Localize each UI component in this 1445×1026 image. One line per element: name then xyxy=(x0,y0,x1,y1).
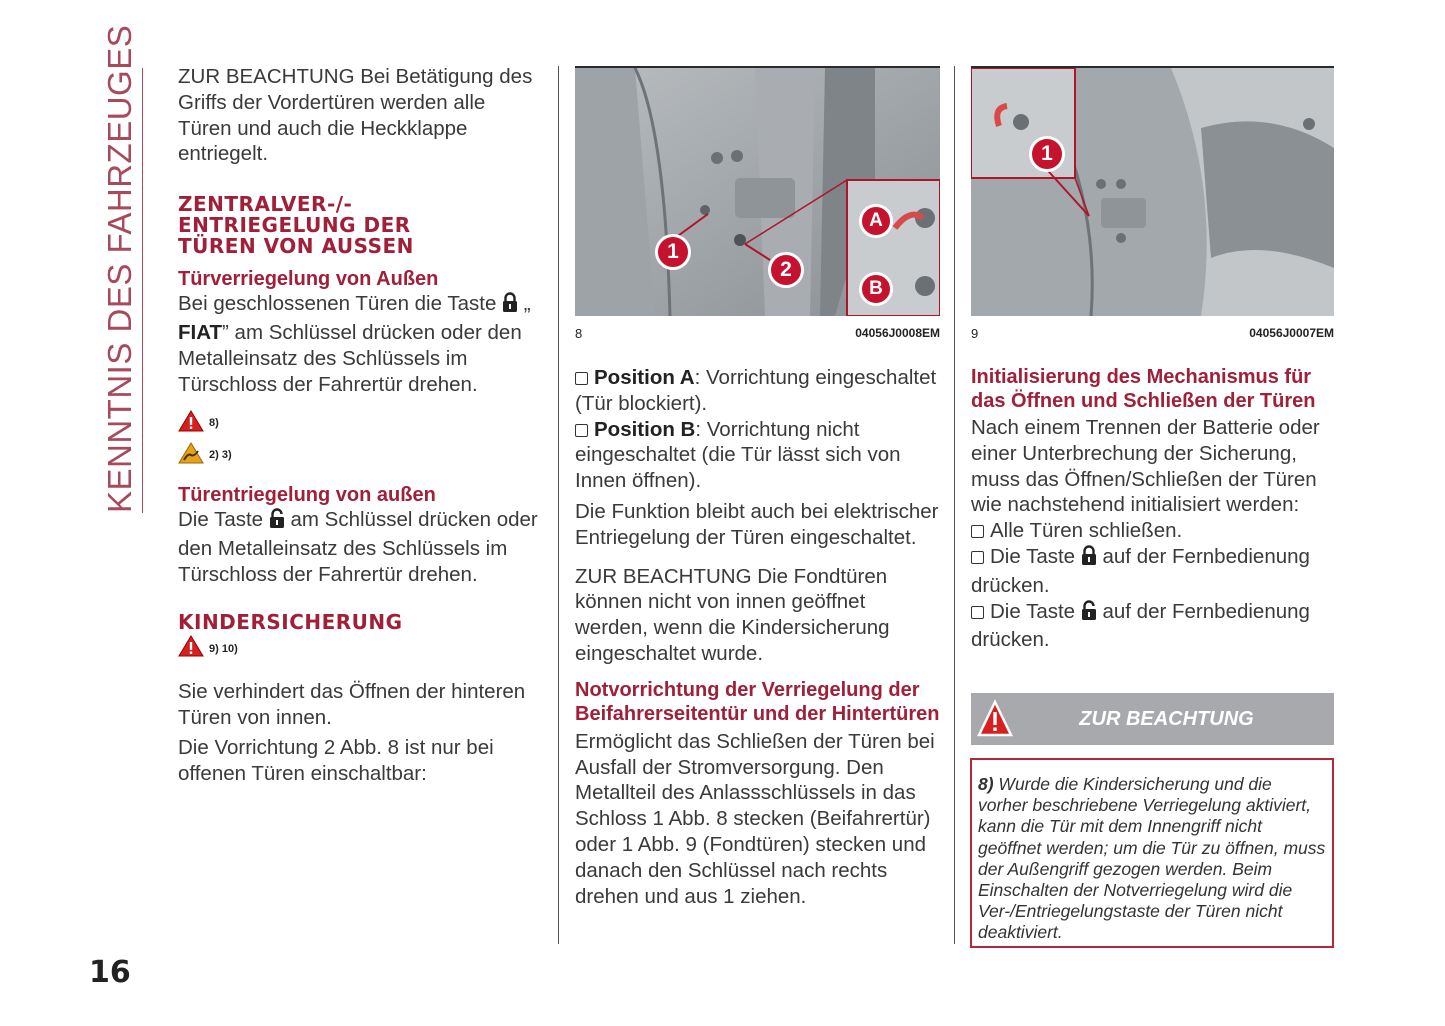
text-span: „ xyxy=(518,292,531,316)
heading-line: ZENTRALVER-/- xyxy=(178,192,353,217)
heading-line: TÜREN VON AUSSEN xyxy=(178,234,414,259)
warning-title: ZUR BEACHTUNG xyxy=(1079,708,1254,730)
text-span: Die Taste xyxy=(178,508,264,532)
lock-text xyxy=(178,291,543,397)
side-divider xyxy=(142,68,143,513)
column-1 xyxy=(178,64,543,787)
checkbox-bullet-icon xyxy=(971,525,984,538)
warning-ref: 9) 10) xyxy=(209,642,238,655)
init-heading: Initialisierung des Mechanismus für das Öffnen und Schließen der Türen xyxy=(971,366,1316,412)
figure-number: 9 xyxy=(971,326,979,341)
warning-note-text xyxy=(978,774,1326,944)
lock-icon xyxy=(502,292,518,320)
warning-ref: 8) xyxy=(209,417,219,430)
checkbox-bullet-icon xyxy=(575,424,588,437)
position-b xyxy=(575,417,940,494)
column-3 xyxy=(971,66,1334,653)
figure-caption xyxy=(575,326,940,341)
unlock-icon xyxy=(269,508,285,536)
text-span: Alle Türen schließen. xyxy=(990,519,1183,543)
warning-triangle-icon xyxy=(178,635,204,662)
text-span: auf der Fernbedienung drücken. xyxy=(971,544,1310,597)
unlock-text xyxy=(178,507,543,587)
warning-ref-row xyxy=(178,633,543,665)
warning-triangle-icon xyxy=(178,410,204,437)
figure-code: 04056J0008EM xyxy=(855,326,940,340)
lock-icon xyxy=(1081,545,1097,573)
callout-1: 1 xyxy=(1029,136,1065,172)
figure-8-door-lock xyxy=(575,66,940,316)
page-number: 16 xyxy=(89,955,131,990)
position-a-label: Position A xyxy=(594,366,695,389)
note-intro: ZUR BEACHTUNG Bei Betätigung des Griffs der Vordertüren werden alle Türen und auch die Heckklappe entriegelt. xyxy=(178,65,533,166)
lock-heading: Türverriegelung von Außen xyxy=(178,268,439,291)
unlock-icon xyxy=(1081,600,1097,628)
callout-b: B xyxy=(859,272,893,306)
note-ref: 8) xyxy=(978,774,994,794)
text-span: am Schlüssel drücken oder den Metalleinsatz des Schlüssels im Türschloss der Fahrertür drehen. xyxy=(178,508,538,586)
heading-line: ENTRIEGELUNG DER xyxy=(178,213,411,238)
emergency-text: Ermöglicht das Schließen der Türen bei Ausfall der Stromversorgung. Den Metallteil des Anlassschlüssels in das Schloss 1 Abb. 8 stecken (Beifahrertür) oder 1 Abb. 9 (Fondtüren) stecken und danach den Schlüssel nach rechts drehen und aus 1 ziehen. xyxy=(575,729,935,908)
child-text-1: Sie verhindert das Öffnen der hinteren Türen von innen. xyxy=(178,679,526,729)
text-span: Die Taste xyxy=(990,599,1076,623)
column-divider xyxy=(954,66,955,944)
text-span: Die Taste xyxy=(990,544,1076,568)
warning-note-box xyxy=(970,758,1334,948)
child-lock-heading: KINDERSICHERUNG xyxy=(178,609,403,634)
unlock-heading: Türentriegelung von außen xyxy=(178,484,436,507)
rear-door-illustration xyxy=(971,68,1334,316)
figure-number: 8 xyxy=(575,326,583,341)
figure-caption xyxy=(971,326,1334,341)
function-text: Die Funktion bleibt auch bei elektrischer Entriegelung der Türen eingeschaltet. xyxy=(575,499,939,549)
text-span: : Vorrichtung nicht eingeschaltet (die Tür lässt sich von Innen öffnen). xyxy=(575,417,901,493)
callout-1: 1 xyxy=(655,234,691,270)
text-span: Wurde die Kindersicherung und die vorher beschriebene Verriegelung aktiviert, kann die Tür mit dem Innengriff nicht geöffnet werden; um die Tür zu öffnen, muss der Außengriff gezogen werden. Beim Einschalten der Notverriegelung wird die Ver-/Entriegelungstaste der Türen nicht deaktiviert. xyxy=(978,774,1326,943)
figure-code: 04056J0007EM xyxy=(1249,326,1334,340)
warning-ref-row xyxy=(178,407,543,439)
column-2 xyxy=(575,66,940,909)
step-3 xyxy=(971,599,1334,654)
caution-ref: 2) 3) xyxy=(209,449,232,462)
warning-header-box xyxy=(971,693,1334,745)
step-1 xyxy=(971,518,1334,544)
child-text-2: Die Vorrichtung 2 Abb. 8 ist nur bei offenen Türen einschaltbar: xyxy=(178,736,494,786)
callout-2: 2 xyxy=(768,252,804,288)
text-span: Bei geschlossenen Türen die Taste xyxy=(178,292,497,316)
step-2 xyxy=(971,544,1334,599)
checkbox-bullet-icon xyxy=(575,372,588,385)
environment-caution-icon xyxy=(178,442,204,469)
note-text: ZUR BEACHTUNG Die Fondtüren können nicht von innen geöffnet werden, wenn die Kindersicherung eingeschaltet wurde. xyxy=(575,564,890,665)
position-a xyxy=(575,365,940,417)
text-span: auf der Fernbedienung drücken. xyxy=(971,599,1310,652)
callout-a: A xyxy=(859,204,893,238)
caution-ref-row xyxy=(178,439,543,471)
figure-9-door-lock xyxy=(971,66,1334,316)
init-text: Nach einem Trennen der Batterie oder einer Unterbrechung der Sicherung, muss das Öffnen/Schließen der Türen wie nachstehend initialisiert werden: xyxy=(971,416,1320,517)
text-span: : Vorrichtung eingeschaltet (Tür blockiert). xyxy=(575,366,937,415)
position-b-label: Position B xyxy=(594,417,696,441)
fiat-label: FIAT xyxy=(178,320,223,344)
emergency-heading: Notvorrichtung der Verriegelung der Beifahrerseitentür und der Hintertüren xyxy=(575,678,940,725)
text-span: ” am Schlüssel drücken oder den Metalleinsatz des Schlüssels im Türschloss der Fahrertür drehen. xyxy=(178,320,522,396)
checkbox-bullet-icon xyxy=(971,606,984,619)
checkbox-bullet-icon xyxy=(971,551,984,564)
column-divider xyxy=(558,66,559,944)
side-section-title: KENNTNIS DES FAHRZEUGES xyxy=(101,24,138,513)
section-heading xyxy=(178,194,543,257)
